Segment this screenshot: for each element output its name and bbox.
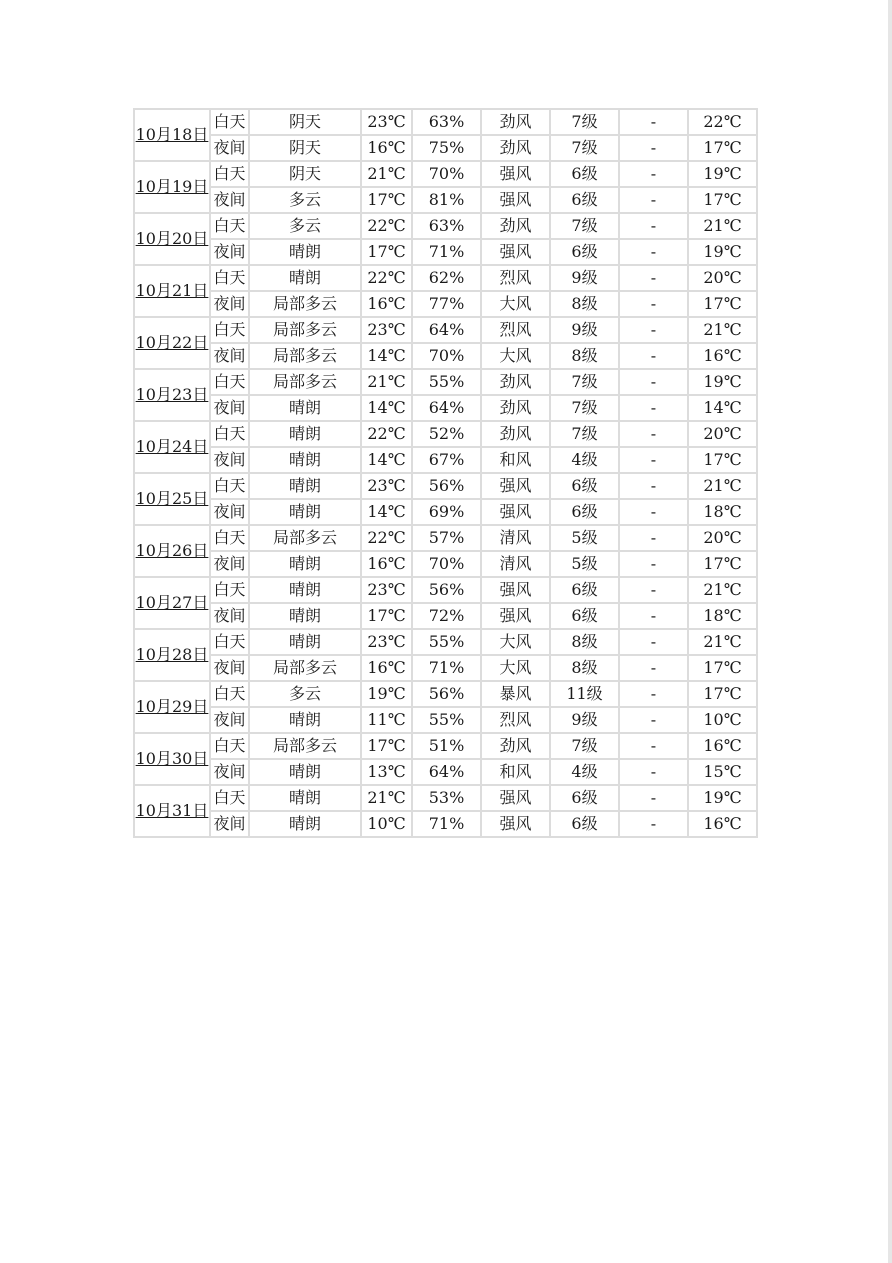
extra-cell: - <box>619 811 688 837</box>
wind-cell: 劲风 <box>481 733 550 759</box>
wind-level-cell: 9级 <box>550 707 619 733</box>
feels-like-cell: 16℃ <box>688 811 757 837</box>
weather-table <box>133 108 758 838</box>
extra-cell: - <box>619 759 688 785</box>
wind-level-cell: 6级 <box>550 811 619 837</box>
period-cell: 白天 <box>210 109 249 135</box>
condition-cell: 晴朗 <box>249 551 361 577</box>
feels-like-cell: 21℃ <box>688 213 757 239</box>
table-row <box>134 785 757 811</box>
period-cell: 夜间 <box>210 187 249 213</box>
date-cell: 10月30日 <box>134 733 210 785</box>
table-row <box>134 213 757 239</box>
date-cell: 10月29日 <box>134 681 210 733</box>
humidity-cell: 77% <box>412 291 481 317</box>
period-cell: 夜间 <box>210 135 249 161</box>
humidity-cell: 55% <box>412 369 481 395</box>
humidity-cell: 51% <box>412 733 481 759</box>
extra-cell: - <box>619 447 688 473</box>
wind-level-cell: 6级 <box>550 187 619 213</box>
humidity-cell: 81% <box>412 187 481 213</box>
period-cell: 白天 <box>210 161 249 187</box>
temperature-cell: 23℃ <box>361 109 412 135</box>
feels-like-cell: 14℃ <box>688 395 757 421</box>
feels-like-cell: 17℃ <box>688 655 757 681</box>
wind-level-cell: 7级 <box>550 395 619 421</box>
extra-cell: - <box>619 681 688 707</box>
extra-cell: - <box>619 421 688 447</box>
wind-cell: 清风 <box>481 551 550 577</box>
weather-table-body <box>134 109 757 837</box>
wind-level-cell: 9级 <box>550 265 619 291</box>
temperature-cell: 23℃ <box>361 317 412 343</box>
extra-cell: - <box>619 343 688 369</box>
table-row <box>134 577 757 603</box>
wind-cell: 劲风 <box>481 421 550 447</box>
humidity-cell: 64% <box>412 759 481 785</box>
feels-like-cell: 21℃ <box>688 577 757 603</box>
humidity-cell: 63% <box>412 109 481 135</box>
period-cell: 夜间 <box>210 707 249 733</box>
table-row <box>134 473 757 499</box>
period-cell: 白天 <box>210 421 249 447</box>
temperature-cell: 10℃ <box>361 811 412 837</box>
table-row <box>134 421 757 447</box>
feels-like-cell: 17℃ <box>688 291 757 317</box>
period-cell: 白天 <box>210 733 249 759</box>
humidity-cell: 67% <box>412 447 481 473</box>
humidity-cell: 52% <box>412 421 481 447</box>
date-cell: 10月31日 <box>134 785 210 837</box>
date-cell: 10月18日 <box>134 109 210 161</box>
date-cell: 10月20日 <box>134 213 210 265</box>
table-row <box>134 811 757 837</box>
feels-like-cell: 17℃ <box>688 447 757 473</box>
temperature-cell: 19℃ <box>361 681 412 707</box>
condition-cell: 晴朗 <box>249 811 361 837</box>
condition-cell: 局部多云 <box>249 655 361 681</box>
wind-level-cell: 6级 <box>550 499 619 525</box>
humidity-cell: 71% <box>412 655 481 681</box>
wind-level-cell: 7级 <box>550 369 619 395</box>
date-cell: 10月25日 <box>134 473 210 525</box>
table-row <box>134 629 757 655</box>
period-cell: 夜间 <box>210 291 249 317</box>
humidity-cell: 64% <box>412 395 481 421</box>
page-edge <box>888 0 892 1263</box>
extra-cell: - <box>619 499 688 525</box>
temperature-cell: 17℃ <box>361 733 412 759</box>
period-cell: 夜间 <box>210 447 249 473</box>
humidity-cell: 56% <box>412 577 481 603</box>
feels-like-cell: 18℃ <box>688 603 757 629</box>
extra-cell: - <box>619 473 688 499</box>
wind-cell: 强风 <box>481 577 550 603</box>
extra-cell: - <box>619 161 688 187</box>
period-cell: 夜间 <box>210 239 249 265</box>
table-row <box>134 733 757 759</box>
wind-cell: 劲风 <box>481 135 550 161</box>
wind-level-cell: 7级 <box>550 733 619 759</box>
temperature-cell: 21℃ <box>361 161 412 187</box>
extra-cell: - <box>619 577 688 603</box>
period-cell: 夜间 <box>210 759 249 785</box>
temperature-cell: 16℃ <box>361 551 412 577</box>
condition-cell: 晴朗 <box>249 759 361 785</box>
temperature-cell: 22℃ <box>361 525 412 551</box>
table-row <box>134 551 757 577</box>
period-cell: 夜间 <box>210 603 249 629</box>
table-row <box>134 655 757 681</box>
period-cell: 夜间 <box>210 551 249 577</box>
wind-cell: 和风 <box>481 447 550 473</box>
wind-cell: 大风 <box>481 343 550 369</box>
condition-cell: 晴朗 <box>249 239 361 265</box>
period-cell: 夜间 <box>210 655 249 681</box>
period-cell: 白天 <box>210 785 249 811</box>
table-row <box>134 187 757 213</box>
feels-like-cell: 19℃ <box>688 161 757 187</box>
temperature-cell: 16℃ <box>361 135 412 161</box>
wind-level-cell: 7级 <box>550 109 619 135</box>
condition-cell: 晴朗 <box>249 577 361 603</box>
table-row <box>134 525 757 551</box>
temperature-cell: 22℃ <box>361 265 412 291</box>
humidity-cell: 56% <box>412 681 481 707</box>
condition-cell: 晴朗 <box>249 499 361 525</box>
date-cell: 10月28日 <box>134 629 210 681</box>
extra-cell: - <box>619 239 688 265</box>
humidity-cell: 57% <box>412 525 481 551</box>
wind-level-cell: 4级 <box>550 759 619 785</box>
period-cell: 白天 <box>210 473 249 499</box>
wind-cell: 强风 <box>481 811 550 837</box>
table-row <box>134 707 757 733</box>
condition-cell: 晴朗 <box>249 629 361 655</box>
condition-cell: 多云 <box>249 213 361 239</box>
temperature-cell: 17℃ <box>361 239 412 265</box>
wind-cell: 强风 <box>481 239 550 265</box>
extra-cell: - <box>619 265 688 291</box>
condition-cell: 局部多云 <box>249 291 361 317</box>
wind-cell: 劲风 <box>481 213 550 239</box>
condition-cell: 晴朗 <box>249 395 361 421</box>
wind-level-cell: 6级 <box>550 603 619 629</box>
condition-cell: 阴天 <box>249 161 361 187</box>
wind-cell: 劲风 <box>481 369 550 395</box>
extra-cell: - <box>619 629 688 655</box>
wind-cell: 大风 <box>481 291 550 317</box>
table-row <box>134 395 757 421</box>
extra-cell: - <box>619 135 688 161</box>
table-row <box>134 317 757 343</box>
feels-like-cell: 19℃ <box>688 369 757 395</box>
table-row <box>134 239 757 265</box>
extra-cell: - <box>619 187 688 213</box>
feels-like-cell: 15℃ <box>688 759 757 785</box>
condition-cell: 局部多云 <box>249 317 361 343</box>
condition-cell: 局部多云 <box>249 369 361 395</box>
table-row <box>134 291 757 317</box>
condition-cell: 晴朗 <box>249 785 361 811</box>
table-row <box>134 135 757 161</box>
feels-like-cell: 16℃ <box>688 733 757 759</box>
humidity-cell: 62% <box>412 265 481 291</box>
extra-cell: - <box>619 551 688 577</box>
wind-cell: 强风 <box>481 473 550 499</box>
temperature-cell: 14℃ <box>361 499 412 525</box>
humidity-cell: 69% <box>412 499 481 525</box>
humidity-cell: 55% <box>412 707 481 733</box>
feels-like-cell: 21℃ <box>688 473 757 499</box>
temperature-cell: 14℃ <box>361 447 412 473</box>
wind-level-cell: 6级 <box>550 473 619 499</box>
table-row <box>134 499 757 525</box>
period-cell: 白天 <box>210 577 249 603</box>
temperature-cell: 23℃ <box>361 473 412 499</box>
feels-like-cell: 10℃ <box>688 707 757 733</box>
wind-level-cell: 6级 <box>550 785 619 811</box>
date-cell: 10月22日 <box>134 317 210 369</box>
table-row <box>134 759 757 785</box>
humidity-cell: 71% <box>412 239 481 265</box>
wind-level-cell: 8级 <box>550 629 619 655</box>
extra-cell: - <box>619 291 688 317</box>
feels-like-cell: 20℃ <box>688 265 757 291</box>
extra-cell: - <box>619 603 688 629</box>
wind-cell: 清风 <box>481 525 550 551</box>
wind-cell: 大风 <box>481 655 550 681</box>
wind-level-cell: 5级 <box>550 551 619 577</box>
wind-cell: 烈风 <box>481 317 550 343</box>
condition-cell: 阴天 <box>249 109 361 135</box>
period-cell: 夜间 <box>210 395 249 421</box>
wind-level-cell: 8级 <box>550 291 619 317</box>
temperature-cell: 21℃ <box>361 785 412 811</box>
condition-cell: 晴朗 <box>249 473 361 499</box>
wind-level-cell: 6级 <box>550 161 619 187</box>
temperature-cell: 23℃ <box>361 629 412 655</box>
feels-like-cell: 17℃ <box>688 187 757 213</box>
extra-cell: - <box>619 707 688 733</box>
condition-cell: 多云 <box>249 187 361 213</box>
wind-level-cell: 9级 <box>550 317 619 343</box>
feels-like-cell: 17℃ <box>688 681 757 707</box>
condition-cell: 多云 <box>249 681 361 707</box>
humidity-cell: 70% <box>412 161 481 187</box>
wind-level-cell: 6级 <box>550 239 619 265</box>
feels-like-cell: 19℃ <box>688 785 757 811</box>
period-cell: 白天 <box>210 317 249 343</box>
feels-like-cell: 20℃ <box>688 525 757 551</box>
feels-like-cell: 17℃ <box>688 135 757 161</box>
wind-cell: 强风 <box>481 603 550 629</box>
temperature-cell: 14℃ <box>361 395 412 421</box>
feels-like-cell: 22℃ <box>688 109 757 135</box>
wind-cell: 强风 <box>481 187 550 213</box>
feels-like-cell: 17℃ <box>688 551 757 577</box>
table-row <box>134 161 757 187</box>
wind-cell: 劲风 <box>481 395 550 421</box>
humidity-cell: 71% <box>412 811 481 837</box>
feels-like-cell: 16℃ <box>688 343 757 369</box>
temperature-cell: 22℃ <box>361 213 412 239</box>
extra-cell: - <box>619 109 688 135</box>
wind-cell: 劲风 <box>481 109 550 135</box>
humidity-cell: 63% <box>412 213 481 239</box>
temperature-cell: 23℃ <box>361 577 412 603</box>
condition-cell: 局部多云 <box>249 525 361 551</box>
table-row <box>134 265 757 291</box>
temperature-cell: 22℃ <box>361 421 412 447</box>
period-cell: 白天 <box>210 369 249 395</box>
humidity-cell: 75% <box>412 135 481 161</box>
extra-cell: - <box>619 317 688 343</box>
extra-cell: - <box>619 213 688 239</box>
condition-cell: 晴朗 <box>249 707 361 733</box>
temperature-cell: 17℃ <box>361 603 412 629</box>
condition-cell: 局部多云 <box>249 733 361 759</box>
table-row <box>134 343 757 369</box>
temperature-cell: 16℃ <box>361 655 412 681</box>
period-cell: 白天 <box>210 265 249 291</box>
humidity-cell: 70% <box>412 343 481 369</box>
feels-like-cell: 18℃ <box>688 499 757 525</box>
period-cell: 白天 <box>210 681 249 707</box>
temperature-cell: 17℃ <box>361 187 412 213</box>
period-cell: 夜间 <box>210 499 249 525</box>
wind-level-cell: 11级 <box>550 681 619 707</box>
date-cell: 10月27日 <box>134 577 210 629</box>
date-cell: 10月21日 <box>134 265 210 317</box>
wind-cell: 强风 <box>481 499 550 525</box>
humidity-cell: 55% <box>412 629 481 655</box>
date-cell: 10月23日 <box>134 369 210 421</box>
table-row <box>134 109 757 135</box>
period-cell: 白天 <box>210 629 249 655</box>
date-cell: 10月26日 <box>134 525 210 577</box>
condition-cell: 晴朗 <box>249 265 361 291</box>
condition-cell: 阴天 <box>249 135 361 161</box>
wind-level-cell: 5级 <box>550 525 619 551</box>
condition-cell: 晴朗 <box>249 447 361 473</box>
humidity-cell: 72% <box>412 603 481 629</box>
humidity-cell: 56% <box>412 473 481 499</box>
humidity-cell: 53% <box>412 785 481 811</box>
feels-like-cell: 21℃ <box>688 629 757 655</box>
wind-level-cell: 6级 <box>550 577 619 603</box>
temperature-cell: 21℃ <box>361 369 412 395</box>
table-row <box>134 681 757 707</box>
wind-cell: 烈风 <box>481 707 550 733</box>
wind-cell: 强风 <box>481 785 550 811</box>
temperature-cell: 11℃ <box>361 707 412 733</box>
wind-cell: 烈风 <box>481 265 550 291</box>
wind-level-cell: 8级 <box>550 343 619 369</box>
wind-level-cell: 4级 <box>550 447 619 473</box>
wind-cell: 强风 <box>481 161 550 187</box>
wind-level-cell: 7级 <box>550 421 619 447</box>
table-row <box>134 447 757 473</box>
wind-cell: 暴风 <box>481 681 550 707</box>
condition-cell: 晴朗 <box>249 421 361 447</box>
wind-level-cell: 7级 <box>550 135 619 161</box>
table-row <box>134 369 757 395</box>
wind-cell: 和风 <box>481 759 550 785</box>
feels-like-cell: 21℃ <box>688 317 757 343</box>
humidity-cell: 64% <box>412 317 481 343</box>
humidity-cell: 70% <box>412 551 481 577</box>
extra-cell: - <box>619 395 688 421</box>
table-row <box>134 603 757 629</box>
extra-cell: - <box>619 785 688 811</box>
period-cell: 白天 <box>210 213 249 239</box>
extra-cell: - <box>619 525 688 551</box>
temperature-cell: 16℃ <box>361 291 412 317</box>
condition-cell: 局部多云 <box>249 343 361 369</box>
condition-cell: 晴朗 <box>249 603 361 629</box>
temperature-cell: 13℃ <box>361 759 412 785</box>
period-cell: 夜间 <box>210 343 249 369</box>
date-cell: 10月24日 <box>134 421 210 473</box>
extra-cell: - <box>619 655 688 681</box>
wind-cell: 大风 <box>481 629 550 655</box>
temperature-cell: 14℃ <box>361 343 412 369</box>
feels-like-cell: 20℃ <box>688 421 757 447</box>
extra-cell: - <box>619 369 688 395</box>
period-cell: 夜间 <box>210 811 249 837</box>
date-cell: 10月19日 <box>134 161 210 213</box>
period-cell: 白天 <box>210 525 249 551</box>
wind-level-cell: 7级 <box>550 213 619 239</box>
wind-level-cell: 8级 <box>550 655 619 681</box>
feels-like-cell: 19℃ <box>688 239 757 265</box>
extra-cell: - <box>619 733 688 759</box>
